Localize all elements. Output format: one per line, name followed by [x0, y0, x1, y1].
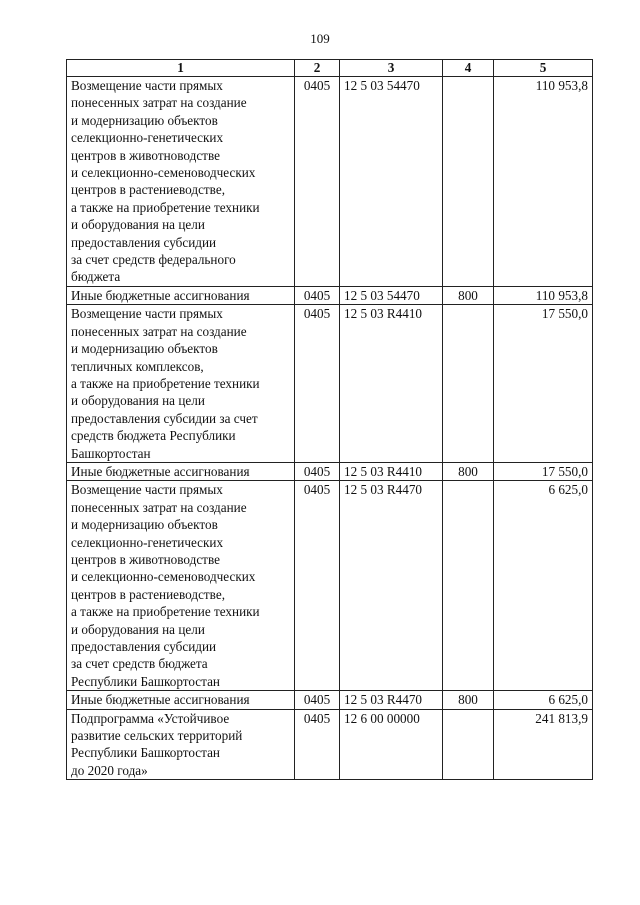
budget-table	[66, 59, 593, 780]
row-type: 800	[443, 286, 494, 304]
table-row	[67, 691, 593, 709]
row-amount: 6 625,0	[494, 691, 593, 709]
row-type: 800	[443, 462, 494, 480]
row-name: Иные бюджетные ассигнования	[67, 691, 295, 709]
row-type: 800	[443, 691, 494, 709]
row-name: Возмещение части прямых понесенных затрат на создание и модернизацию объектов селекционно-генетических центров в животноводстве и селекционно-семеноводческих центров в растениеводстве, а также на приобретение техники и оборудования на цели предоставления субсидии за счет средств федерального бюджета	[67, 77, 295, 287]
row-target: 12 5 03 R4410	[340, 305, 443, 463]
row-section: 0405	[295, 286, 340, 304]
row-amount: 110 953,8	[494, 286, 593, 304]
row-target: 12 5 03 R4410	[340, 462, 443, 480]
row-section: 0405	[295, 481, 340, 691]
row-section: 0405	[295, 691, 340, 709]
row-name: Возмещение части прямых понесенных затрат на создание и модернизацию объектов селекционно-генетических центров в животноводстве и селекционно-семеноводческих центров в растениеводстве, а также на приобретение техники и оборудования на цели предоставления субсидии за счет средств бюджета Республики Башкортостан	[67, 481, 295, 691]
column-header-4: 4	[443, 60, 494, 77]
row-target: 12 5 03 R4470	[340, 481, 443, 691]
row-target: 12 6 00 00000	[340, 709, 443, 780]
row-section: 0405	[295, 305, 340, 463]
row-amount: 110 953,8	[494, 77, 593, 287]
row-type	[443, 77, 494, 287]
page-number: 109	[310, 31, 330, 46]
table-row	[67, 481, 593, 691]
row-amount: 241 813,9	[494, 709, 593, 780]
row-target: 12 5 03 54470	[340, 286, 443, 304]
column-header-3: 3	[340, 60, 443, 77]
row-section: 0405	[295, 462, 340, 480]
row-type	[443, 481, 494, 691]
row-type	[443, 305, 494, 463]
row-name: Иные бюджетные ассигнования	[67, 462, 295, 480]
table-row	[67, 286, 593, 304]
row-amount: 6 625,0	[494, 481, 593, 691]
row-name: Подпрограмма «Устойчивое развитие сельских территорий Республики Башкортостан до 2020 года»	[67, 709, 295, 780]
table-row	[67, 709, 593, 780]
row-target: 12 5 03 R4470	[340, 691, 443, 709]
row-type	[443, 709, 494, 780]
row-name: Возмещение части прямых понесенных затрат на создание и модернизацию объектов тепличных комплексов, а также на приобретение техники и оборудования на цели предоставления субсидии за счет средств бюджета Республики Башкортостан	[67, 305, 295, 463]
table-body	[67, 77, 593, 780]
table-row	[67, 77, 593, 287]
row-amount: 17 550,0	[494, 462, 593, 480]
row-section: 0405	[295, 709, 340, 780]
row-amount: 17 550,0	[494, 305, 593, 463]
column-header-1: 1	[67, 60, 295, 77]
header-row	[67, 60, 593, 77]
table-row	[67, 462, 593, 480]
table-row	[67, 305, 593, 463]
row-target: 12 5 03 54470	[340, 77, 443, 287]
column-header-2: 2	[295, 60, 340, 77]
table-header	[67, 60, 593, 77]
row-section: 0405	[295, 77, 340, 287]
row-name: Иные бюджетные ассигнования	[67, 286, 295, 304]
column-header-5: 5	[494, 60, 593, 77]
